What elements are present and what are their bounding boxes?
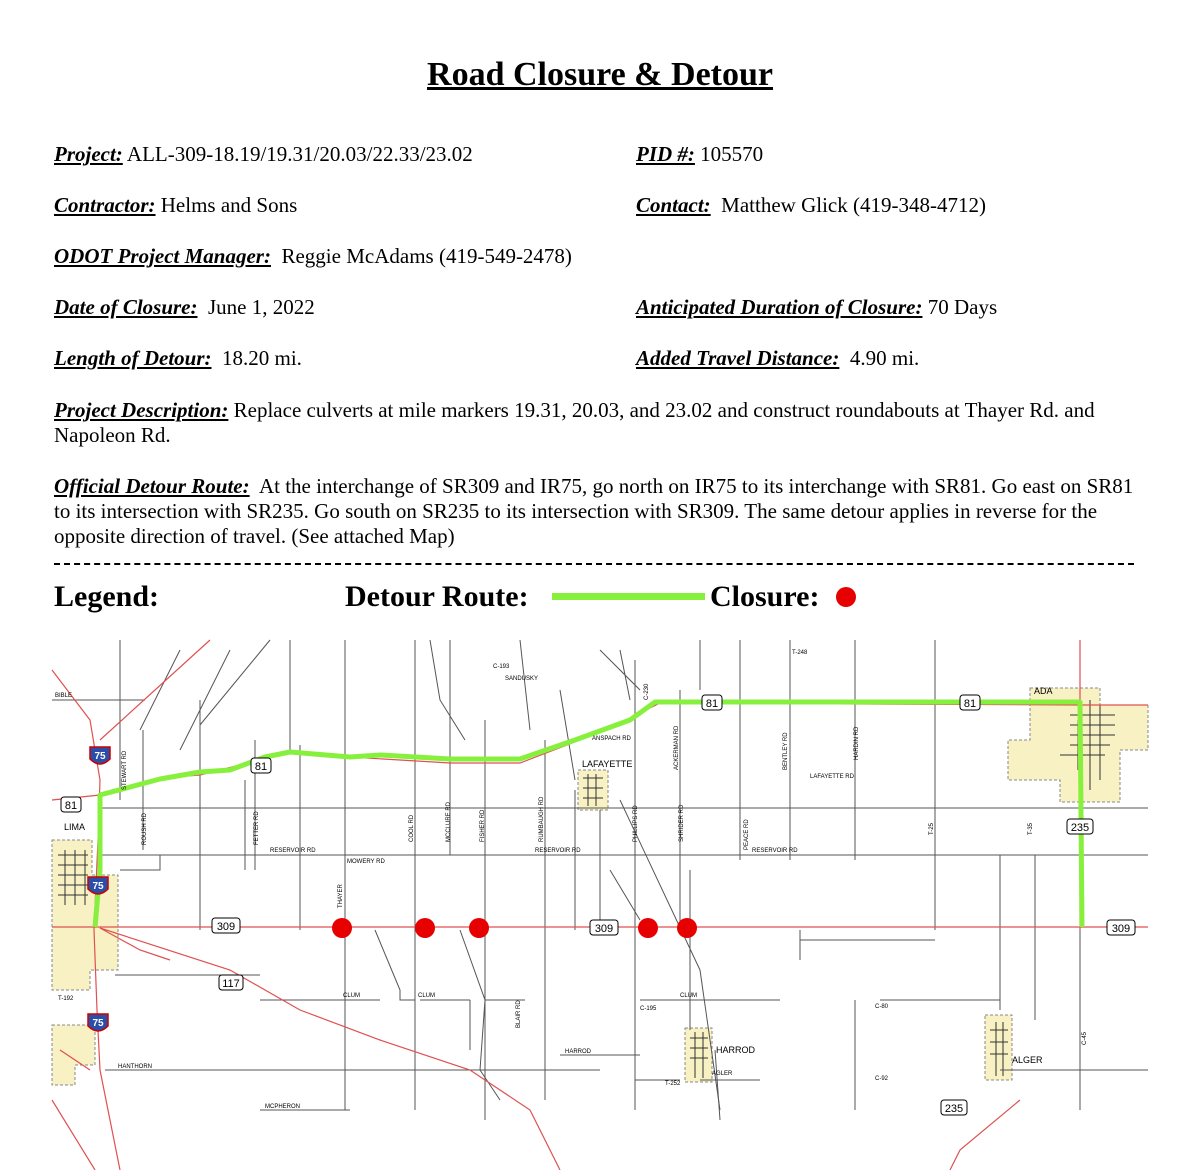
local-roads xyxy=(52,640,1148,1120)
manager-field xyxy=(54,244,572,269)
svg-text:CLUM: CLUM xyxy=(680,993,698,999)
contractor-label: Contractor: xyxy=(54,193,156,217)
contact-label: Contact: xyxy=(636,193,711,217)
svg-text:RESERVOIR RD: RESERVOIR RD xyxy=(752,848,798,854)
legend-closure-dot xyxy=(836,587,856,607)
state-route-shields xyxy=(61,695,1135,1115)
project-value: ALL-309-18.19/19.31/20.03/22.33/23.02 xyxy=(126,142,473,166)
svg-text:C-193: C-193 xyxy=(493,664,510,670)
svg-text:81: 81 xyxy=(254,761,268,773)
svg-text:C-80: C-80 xyxy=(875,1004,889,1010)
manager-label: ODOT Project Manager: xyxy=(54,244,271,268)
svg-text:PEACE RD: PEACE RD xyxy=(744,819,750,850)
manager-value: Reggie McAdams (419-549-2478) xyxy=(281,244,572,268)
project-field xyxy=(54,142,473,167)
date-value: June 1, 2022 xyxy=(208,295,315,319)
svg-text:235: 235 xyxy=(1070,822,1090,834)
svg-text:235: 235 xyxy=(944,1103,964,1115)
svg-text:FISHER RD: FISHER RD xyxy=(480,809,486,842)
length-value: 18.20 mi. xyxy=(222,346,302,370)
contractor-value: Helms and Sons xyxy=(160,193,298,217)
svg-text:LAFAYETTE: LAFAYETTE xyxy=(582,759,633,769)
closure-markers xyxy=(332,918,697,938)
project-description xyxy=(54,398,1149,448)
svg-text:ROUSH RD: ROUSH RD xyxy=(142,812,148,845)
svg-text:CLUM: CLUM xyxy=(418,993,436,999)
contractor-field xyxy=(54,193,297,218)
svg-text:81: 81 xyxy=(963,698,977,710)
svg-text:THAYER: THAYER xyxy=(338,884,344,908)
contact-field xyxy=(636,193,986,218)
description-label: Project Description: xyxy=(54,398,229,422)
svg-text:T-25: T-25 xyxy=(929,822,935,835)
pid-field xyxy=(636,142,763,167)
legend-closure-label: Closure: xyxy=(710,580,820,613)
svg-text:T-35: T-35 xyxy=(1028,822,1034,835)
svg-text:MCPHERON: MCPHERON xyxy=(265,1104,301,1110)
closure-dot-fisher xyxy=(469,918,489,938)
svg-text:LAFAYETTE RD: LAFAYETTE RD xyxy=(810,774,854,780)
date-label: Date of Closure: xyxy=(54,295,198,319)
town-street-grids xyxy=(58,700,1115,1078)
svg-text:HARDIN RD: HARDIN RD xyxy=(854,726,860,760)
svg-text:T-248: T-248 xyxy=(792,650,808,656)
svg-text:HARROD: HARROD xyxy=(565,1049,592,1055)
official-detour-route xyxy=(54,474,1149,549)
pid-value: 105570 xyxy=(700,142,764,166)
road-labels xyxy=(55,650,889,1110)
legend-detour-line xyxy=(552,593,705,600)
svg-text:HARROD: HARROD xyxy=(716,1045,756,1055)
town-area-harrod xyxy=(685,1028,712,1082)
svg-text:RESERVOIR RD: RESERVOIR RD xyxy=(535,848,581,854)
svg-text:STEWART RD: STEWART RD xyxy=(122,750,128,790)
svg-text:C-45: C-45 xyxy=(1082,1031,1088,1045)
sr117-line xyxy=(100,928,560,1170)
length-label: Length of Detour: xyxy=(54,346,212,370)
svg-text:SANDUSKY: SANDUSKY xyxy=(505,676,539,682)
svg-text:C-92: C-92 xyxy=(875,1076,889,1082)
svg-text:MOWERY RD: MOWERY RD xyxy=(347,859,385,865)
svg-text:RUMBAUGH RD: RUMBAUGH RD xyxy=(539,796,545,842)
town-labels xyxy=(64,686,1053,1065)
svg-text:ANSPACH RD: ANSPACH RD xyxy=(592,736,631,742)
duration-field xyxy=(636,295,997,320)
length-field xyxy=(54,346,302,371)
svg-text:81: 81 xyxy=(64,800,78,812)
svg-text:309: 309 xyxy=(216,921,236,933)
i75-shields xyxy=(88,747,110,1031)
contact-value: Matthew Glick (419-348-4712) xyxy=(721,193,986,217)
i75-shield-south xyxy=(88,1014,108,1031)
detour-route-line xyxy=(95,702,1082,927)
svg-text:C-195: C-195 xyxy=(640,1006,657,1012)
svg-text:117: 117 xyxy=(222,978,240,990)
added-field xyxy=(636,346,919,371)
pid-label: PID #: xyxy=(636,142,695,166)
svg-text:T-192: T-192 xyxy=(58,996,74,1002)
project-label: Project: xyxy=(54,142,123,166)
svg-text:309: 309 xyxy=(1111,923,1131,935)
svg-text:ADA: ADA xyxy=(1034,686,1053,696)
duration-value: 70 Days xyxy=(927,295,998,319)
svg-text:75: 75 xyxy=(94,751,106,762)
svg-text:309: 309 xyxy=(594,923,614,935)
added-label: Added Travel Distance: xyxy=(636,346,840,370)
svg-text:PHILLIPS RD: PHILLIPS RD xyxy=(633,805,639,842)
svg-text:AGLER: AGLER xyxy=(712,1071,733,1077)
closure-dot-harrod xyxy=(638,918,658,938)
svg-text:LIMA: LIMA xyxy=(64,822,86,832)
svg-text:RESERVOIR RD: RESERVOIR RD xyxy=(270,848,316,854)
page-title: Road Closure & Detour xyxy=(427,56,773,93)
closure-dot-thayer xyxy=(332,918,352,938)
svg-text:75: 75 xyxy=(92,881,104,892)
svg-text:BLAIR RD: BLAIR RD xyxy=(516,1000,522,1028)
svg-text:ALGER: ALGER xyxy=(1012,1055,1043,1065)
svg-text:C-230: C-230 xyxy=(644,683,650,700)
detour-map xyxy=(0,630,1200,1170)
legend-title: Legend: xyxy=(54,580,159,613)
i75-shield-north xyxy=(90,747,110,764)
svg-text:T-252: T-252 xyxy=(665,1081,681,1087)
town-area-lima-south xyxy=(52,1025,95,1085)
svg-text:BIBLE: BIBLE xyxy=(55,693,73,699)
svg-text:COOL RD: COOL RD xyxy=(409,814,415,842)
svg-text:BENTLEY RD: BENTLEY RD xyxy=(783,732,789,770)
svg-text:ACKERMAN RD: ACKERMAN RD xyxy=(674,725,680,770)
description-value: Replace culverts at mile markers 19.31, 20.03, and 23.02 and construct roundabouts at Thayer Rd. and Napoleon Rd. xyxy=(54,398,1095,447)
legend-detour-label: Detour Route: xyxy=(345,580,529,613)
route-value: At the interchange of SR309 and IR75, go north on IR75 to its interchange with SR81. Go east on SR81 to its intersection with SR235. Go south on SR235 to its intersection with SR309. The same detour applies in reverse for the opposite direction of travel. (See attached Map) xyxy=(54,474,1134,548)
closure-dot-napoleon xyxy=(677,918,697,938)
closure-dot-cool xyxy=(415,918,435,938)
svg-text:SHRIDER RD: SHRIDER RD xyxy=(679,804,685,842)
duration-label: Anticipated Duration of Closure: xyxy=(636,295,923,319)
date-field xyxy=(54,295,315,320)
separator-dashed-line xyxy=(54,563,1134,565)
svg-text:MCCLURE RD: MCCLURE RD xyxy=(446,801,452,842)
svg-text:FETTER RD: FETTER RD xyxy=(254,811,260,845)
svg-text:HANTHORN: HANTHORN xyxy=(118,1064,152,1070)
town-area-lafayette xyxy=(578,770,608,810)
route-label: Official Detour Route: xyxy=(54,474,250,498)
svg-text:75: 75 xyxy=(92,1018,104,1029)
svg-text:CLUM: CLUM xyxy=(343,993,361,999)
svg-text:81: 81 xyxy=(705,698,719,710)
added-value: 4.90 mi. xyxy=(849,346,920,370)
i75-shield-middle xyxy=(88,877,108,894)
